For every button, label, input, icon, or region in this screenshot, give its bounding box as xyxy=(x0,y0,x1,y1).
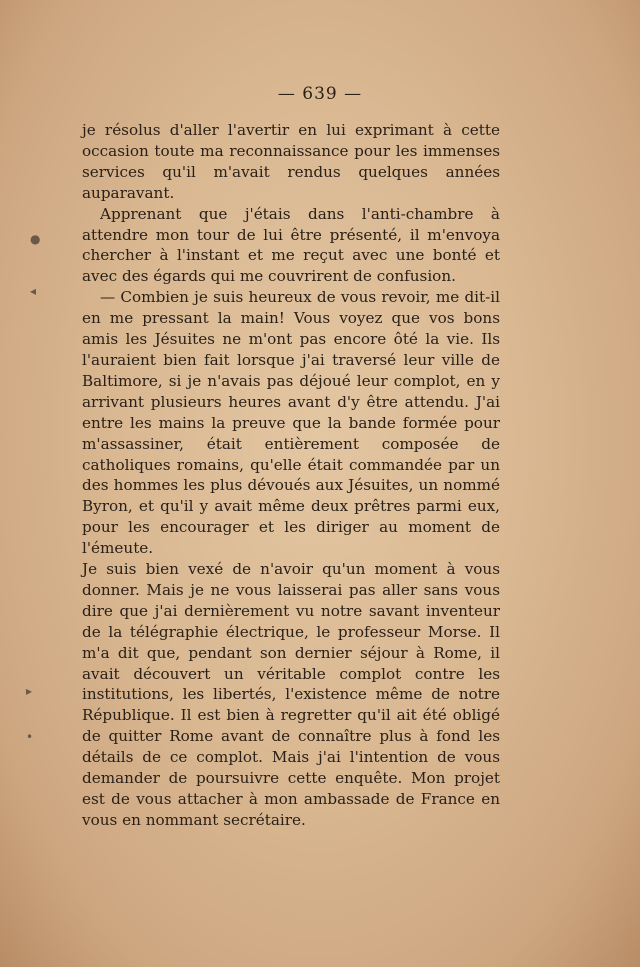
paragraph-4: Je suis bien vexé de n'avoir qu'un moment à vous donner. Mais je ne vous laisserai pas aller sans vous dire que j'ai dernièrement vu notre savant inventeur de la télégraphie électrique, le professeur Morse. Il m'a dit que, pendant son dernier séjour à Rome, il avait découvert un véritable complot contre les institutions, les libertés, l'existence même de notre République. Il est bien à regretter qu'il ait été obligé de quitter Rome avant de connaître plus à fond les détails de ce complot. Mais j'ai l'intention de vous demander de poursuivre cette enquête. Mon projet est de vous attacher à mon ambassade de France en vous en nommant secrétaire. xyxy=(82,560,500,829)
margin-stain-mark: • xyxy=(26,730,34,744)
margin-stain-mark: ▸ xyxy=(26,684,33,698)
margin-stain-mark: ◂ xyxy=(30,284,37,298)
paragraph-1: je résolus d'aller l'avertir en lui exprimant à cette occasion toute ma reconnaissance pour les immenses services qu'il m'avait rendus quelques années auparavant. xyxy=(82,121,500,202)
paragraph-3: — Combien je suis heureux de vous revoir, me dit-il en me pressant la main! Vous voyez que vos bons amis les Jésuites ne m'ont pas encore ôté la vie. Ils l'auraient bien fait lorsque j'ai traversé leur ville de Baltimore, si je n'avais pas déjoué leur complot, en y arrivant plusieurs heures avant d'y être attendu. J'ai entre les mains la preuve que la bande formée pour m'assassiner, était entièrement composée de catholiques romains, qu'elle était commandée par un des hommes les plus dévoués aux Jésuites, un nommé Byron, et qu'il y avait même deux prêtres parmi eux, pour les encourager et les diriger au moment de l'émeute. xyxy=(82,288,500,558)
page-text xyxy=(82,120,500,831)
paragraph-2: Apprenant que j'étais dans l'anti-chambre à attendre mon tour de lui être présenté, il m'envoya chercher à l'instant et me reçut avec une bonté et avec des égards qui me couvrirent de confusion. xyxy=(82,204,500,286)
page-number: — 639 — xyxy=(277,84,363,104)
margin-stain-mark: ● xyxy=(30,232,41,246)
